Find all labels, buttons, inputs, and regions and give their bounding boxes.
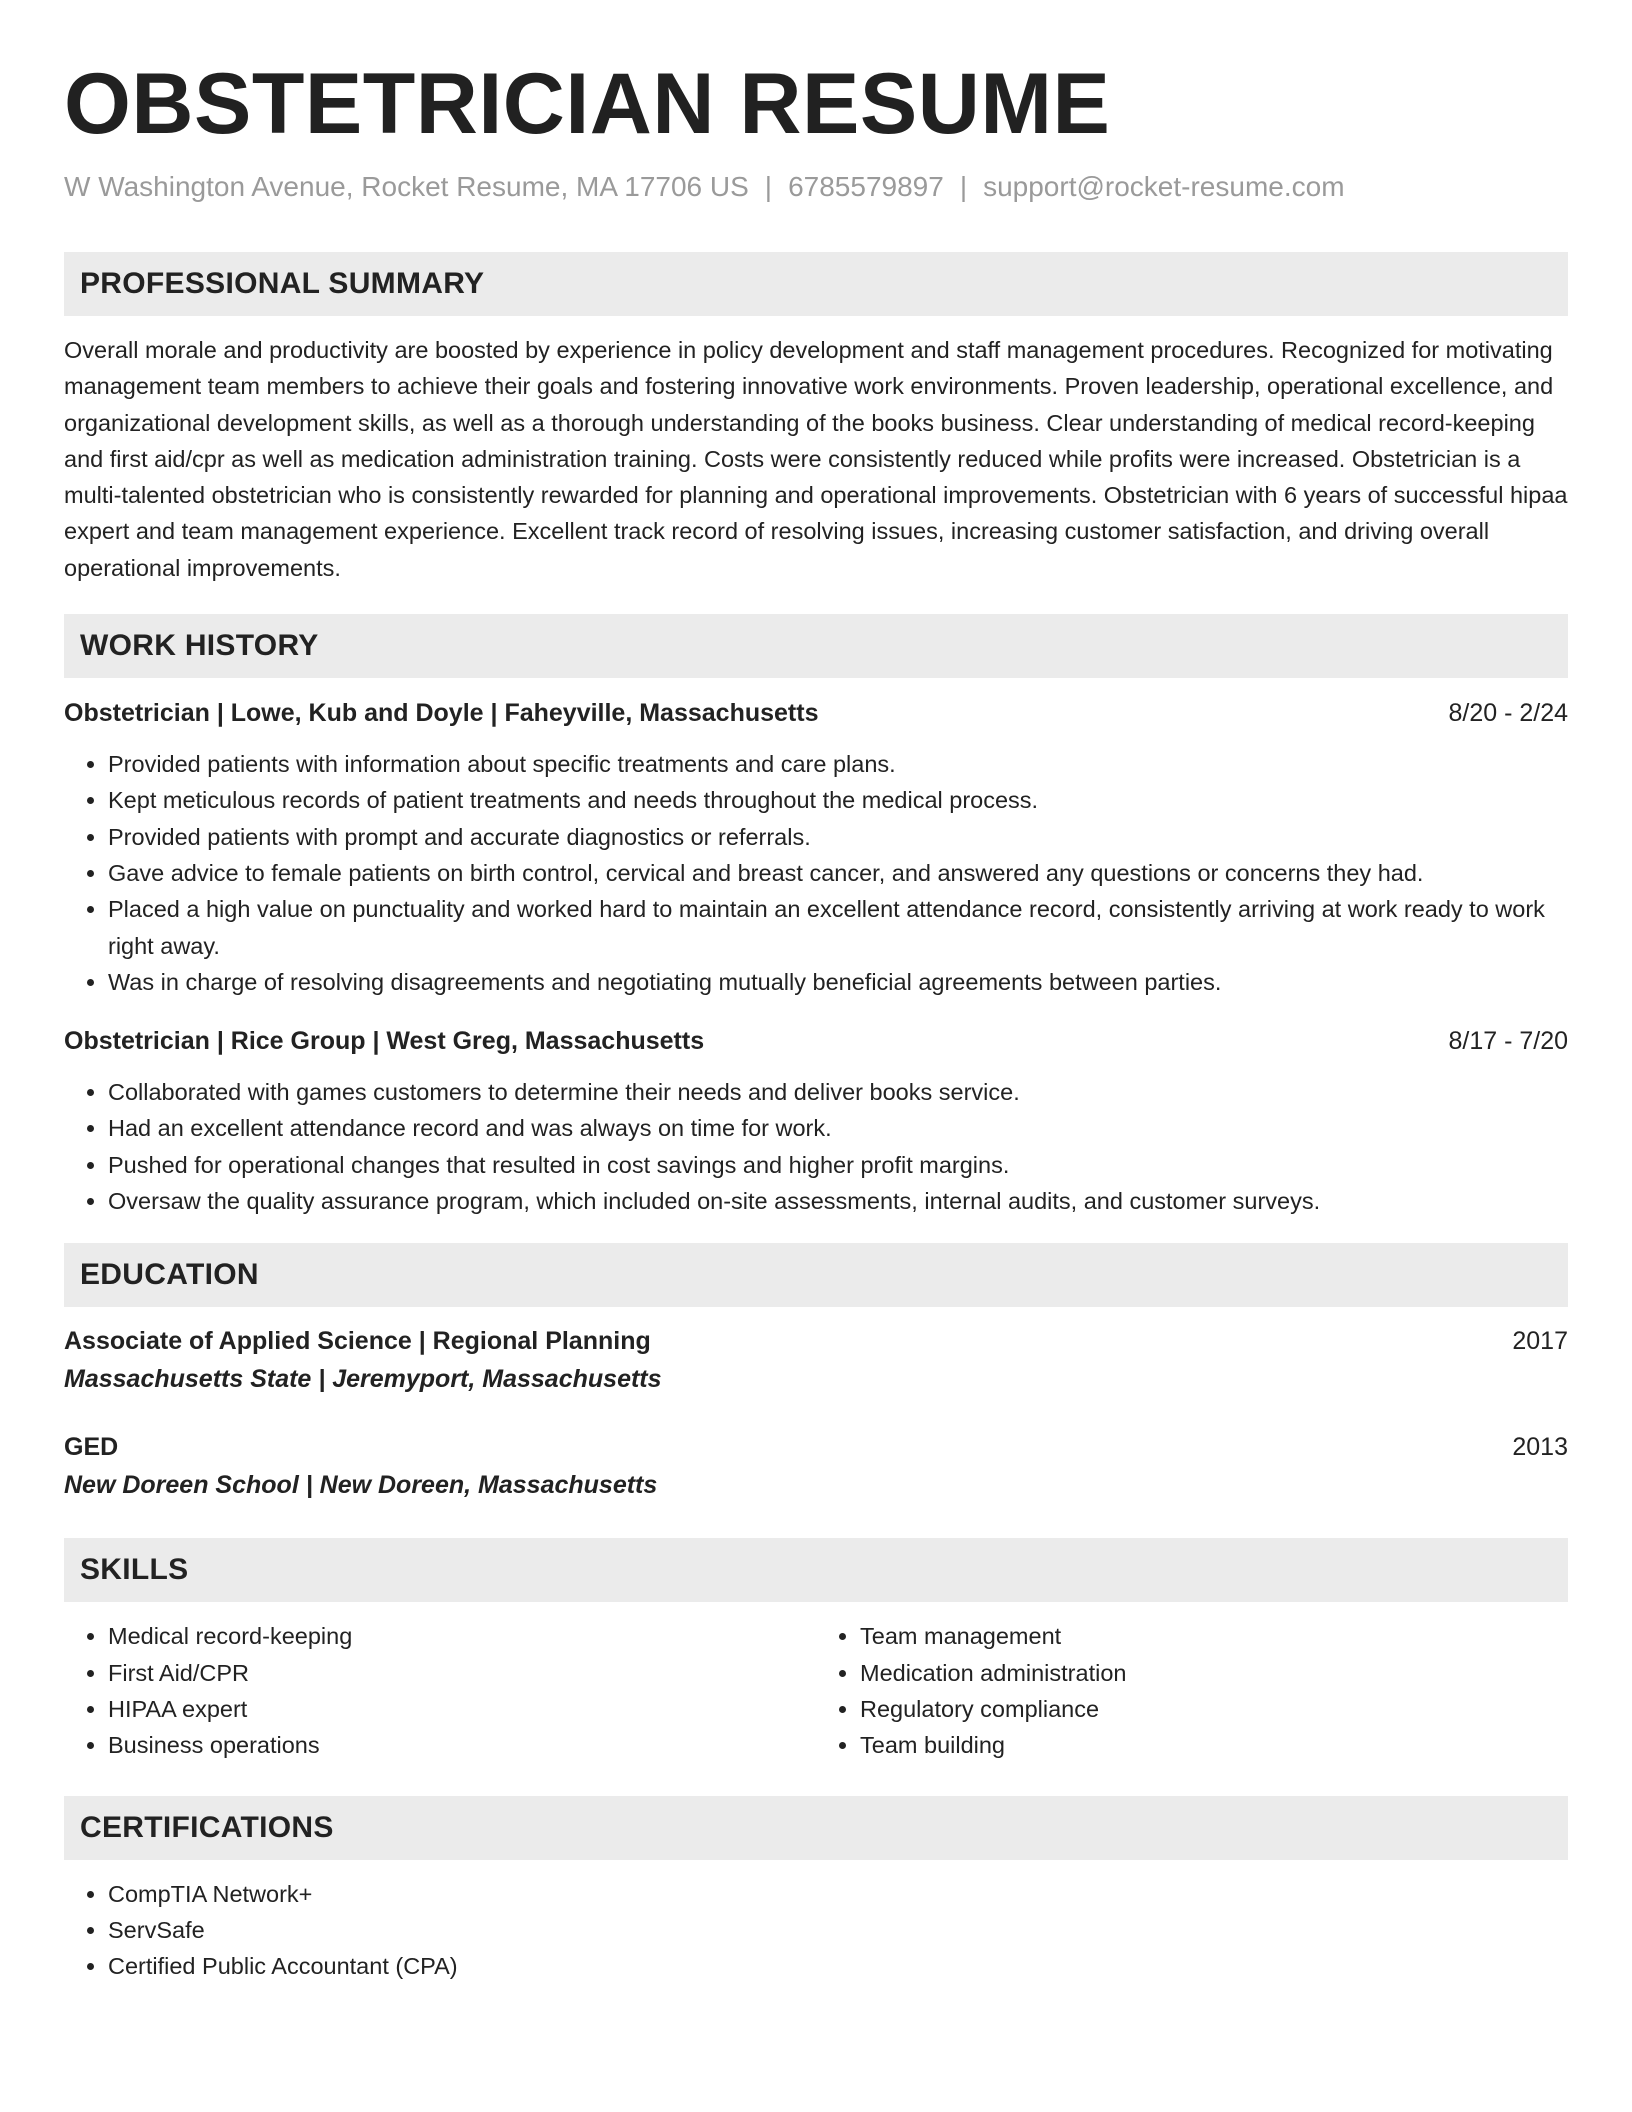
skills-columns <box>64 1618 1568 1763</box>
education-school: Massachusetts State | Jeremyport, Massachusetts <box>64 1365 662 1394</box>
contact-separator: | <box>764 171 773 202</box>
contact-address: W Washington Avenue, Rocket Resume, MA 17706 US <box>64 171 749 202</box>
job-title: Obstetrician | Lowe, Kub and Doyle | Faheyville, Massachusetts <box>64 699 819 728</box>
education-header <box>64 1324 1568 1358</box>
contact-phone: 6785579897 <box>788 171 944 202</box>
education-year: 2013 <box>1512 1433 1568 1462</box>
job-bullet: • Provided patients with information about specific treatments and care plans. <box>108 746 1568 782</box>
education-heading: EDUCATION <box>64 1243 1568 1307</box>
job-title: Obstetrician | Rice Group | West Greg, Massachusetts <box>64 1027 705 1056</box>
work-history-heading: WORK HISTORY <box>64 614 1568 678</box>
education-year: 2017 <box>1512 1327 1568 1356</box>
contact-line <box>64 170 1568 204</box>
job-header <box>64 1024 1568 1058</box>
job-bullets <box>64 1074 1568 1219</box>
job-bullet: • Was in charge of resolving disagreements and negotiating mutually beneficial agreements between parties. <box>108 964 1568 1000</box>
certifications-list <box>64 1876 1568 1985</box>
job-bullet: • Oversaw the quality assurance program, which included on-site assessments, internal audits, and customer surveys. <box>108 1183 1568 1219</box>
certification-item: • CompTIA Network+ <box>108 1876 1568 1912</box>
contact-email[interactable]: support@rocket-resume.com <box>983 171 1345 202</box>
job-bullet: • Kept meticulous records of patient treatments and needs throughout the medical process. <box>108 782 1568 818</box>
summary-text: Overall morale and productivity are boosted by experience in policy development and staff management procedures. Recognized for motivating management team members to achieve their goals and fostering innovative work environments. Proven leadership, operational excellence, and organizational development skills, as well as a thorough understanding of the books business. Clear understanding of medical record-keeping and first aid/cpr as well as medication administration training. Costs were consistently reduced while profits were increased. Obstetrician is a multi-talented obstetrician who is consistently rewarded for planning and operational improvements. Obstetrician with 6 years of successful hipaa expert and team management experience. Excellent track record of resolving issues, increasing customer satisfaction, and driving overall operational improvements. <box>64 337 1568 581</box>
skills-list-right <box>816 1618 1568 1763</box>
skill-item: • Medication administration <box>860 1655 1568 1691</box>
job-bullets <box>64 746 1568 1000</box>
education-degree: Associate of Applied Science | Regional Planning <box>64 1327 651 1356</box>
job-bullet: • Placed a high value on punctuality and worked hard to maintain an excellent attendance record, consistently arriving at work ready to work right away. <box>108 891 1568 964</box>
job-bullet: • Had an excellent attendance record and was always on time for work. <box>108 1110 1568 1146</box>
job-bullet: • Gave advice to female patients on birth control, cervical and breast cancer, and answered any questions or concerns they had. <box>108 855 1568 891</box>
skill-item: • HIPAA expert <box>108 1691 816 1727</box>
certifications-heading: CERTIFICATIONS <box>64 1796 1568 1860</box>
skill-item: • Business operations <box>108 1727 816 1763</box>
certification-item: • Certified Public Accountant (CPA) <box>108 1948 1568 1984</box>
job-dates: 8/20 - 2/24 <box>1448 699 1568 728</box>
education-entry <box>64 1324 1568 1396</box>
education-degree: GED <box>64 1433 119 1462</box>
job-header <box>64 696 1568 730</box>
education-school: New Doreen School | New Doreen, Massachusetts <box>64 1471 658 1500</box>
education-entry <box>64 1430 1568 1502</box>
skill-item: • Medical record-keeping <box>108 1618 816 1654</box>
skills-heading: SKILLS <box>64 1538 1568 1602</box>
job-bullet: • Provided patients with prompt and accurate diagnostics or referrals. <box>108 819 1568 855</box>
skills-list-left <box>64 1618 816 1763</box>
contact-separator: | <box>959 171 968 202</box>
education-header <box>64 1430 1568 1464</box>
skill-item: • First Aid/CPR <box>108 1655 816 1691</box>
skill-item: • Regulatory compliance <box>860 1691 1568 1727</box>
job-bullet: • Collaborated with games customers to determine their needs and deliver books service. <box>108 1074 1568 1110</box>
page-title: OBSTETRICIAN RESUME <box>64 56 1111 152</box>
certification-item: • ServSafe <box>108 1912 1568 1948</box>
skill-item: • Team building <box>860 1727 1568 1763</box>
skill-item: • Team management <box>860 1618 1568 1654</box>
job-dates: 8/17 - 7/20 <box>1448 1027 1568 1056</box>
summary-heading: PROFESSIONAL SUMMARY <box>64 252 1568 316</box>
job-bullet: • Pushed for operational changes that resulted in cost savings and higher profit margins. <box>108 1147 1568 1183</box>
job-entry <box>64 1024 1568 1219</box>
job-entry <box>64 696 1568 1000</box>
